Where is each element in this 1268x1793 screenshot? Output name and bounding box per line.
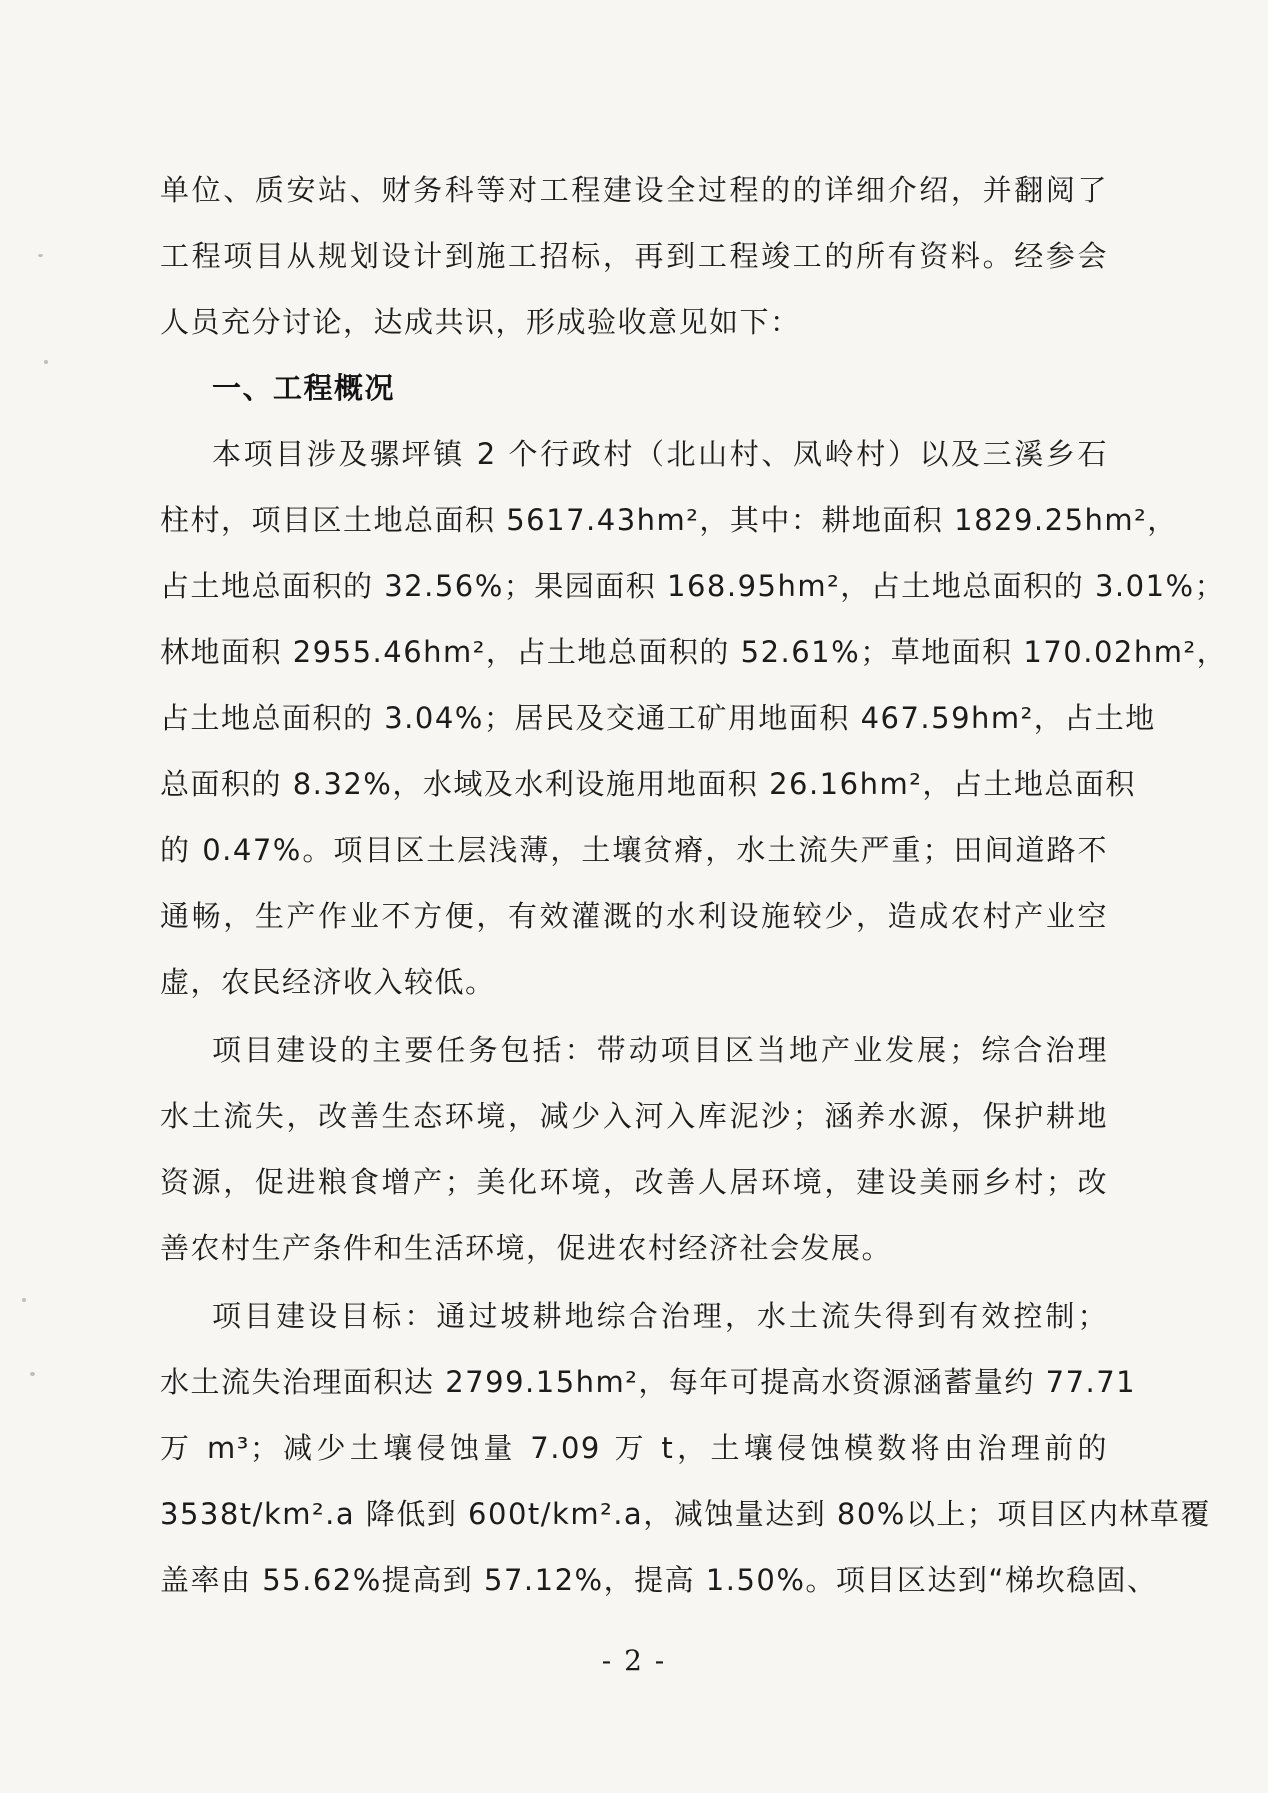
text-line: 人员充分讨论，达成共识，形成验收意见如下：: [160, 305, 801, 339]
text-line: 占土地总面积的 3.04%；居民及交通工矿用地面积 467.59hm²，占土地: [160, 701, 1156, 735]
scan-speck: [22, 1298, 26, 1302]
text-line: 柱村，项目区土地总面积 5617.43hm²，其中：耕地面积 1829.25hm²，: [160, 503, 1178, 537]
text-line: 万 m³；减少土壤侵蚀量 7.09 万 t，土壤侵蚀模数将由治理前的: [160, 1431, 1108, 1465]
text-line: 项目建设目标：通过坡耕地综合治理，水土流失得到有效控制；: [212, 1299, 1108, 1333]
text-line: 资源，促进粮食增产；美化环境，改善人居环境，建设美丽乡村；改: [160, 1165, 1108, 1199]
text-line: 项目建设的主要任务包括：带动项目区当地产业发展；综合治理: [212, 1033, 1108, 1067]
text-line: 工程项目从规划设计到施工招标，再到工程竣工的所有资料。经参会: [160, 239, 1108, 273]
section-heading: 一、工程概况: [212, 371, 396, 405]
text-line: 水土流失治理面积达 2799.15hm²，每年可提高水资源涵蓄量约 77.71: [160, 1365, 1137, 1399]
text-line: 总面积的 8.32%，水域及水利设施用地面积 26.16hm²，占土地总面积: [160, 767, 1136, 801]
text-line: 单位、质安站、财务科等对工程建设全过程的的详细介绍，并翻阅了: [160, 173, 1108, 207]
text-line: 本项目涉及骡坪镇 2 个行政村（北山村、凤岭村）以及三溪乡石: [212, 437, 1108, 471]
scan-speck: [30, 1372, 35, 1376]
text-line: 林地面积 2955.46hm²，占土地总面积的 52.61%；草地面积 170.02hm²，: [160, 635, 1228, 669]
text-line: 通畅，生产作业不方便，有效灌溉的水利设施较少，造成农村产业空: [160, 899, 1108, 933]
scan-speck: [38, 254, 43, 257]
text-line: 占土地总面积的 32.56%；果园面积 168.95hm²，占土地总面积的 3.01%；: [160, 569, 1226, 603]
text-line: 虚，农民经济收入较低。: [160, 965, 496, 999]
text-line: 善农村生产条件和生活环境，促进农村经济社会发展。: [160, 1231, 893, 1265]
text-line: 盖率由 55.62%提高到 57.12%，提高 1.50%。项目区达到“梯坎稳固、: [160, 1563, 1158, 1597]
text-line: 3538t/km².a 降低到 600t/km².a，减蚀量达到 80%以上；项目区内林草覆: [160, 1497, 1211, 1531]
page-number: - 2 -: [601, 1644, 667, 1677]
text-line: 水土流失，改善生态环境，减少入河入库泥沙；涵养水源，保护耕地: [160, 1099, 1108, 1133]
text-line: 的 0.47%。项目区土层浅薄，土壤贫瘠，水土流失严重；田间道路不: [160, 833, 1108, 867]
scan-speck: [44, 360, 48, 364]
